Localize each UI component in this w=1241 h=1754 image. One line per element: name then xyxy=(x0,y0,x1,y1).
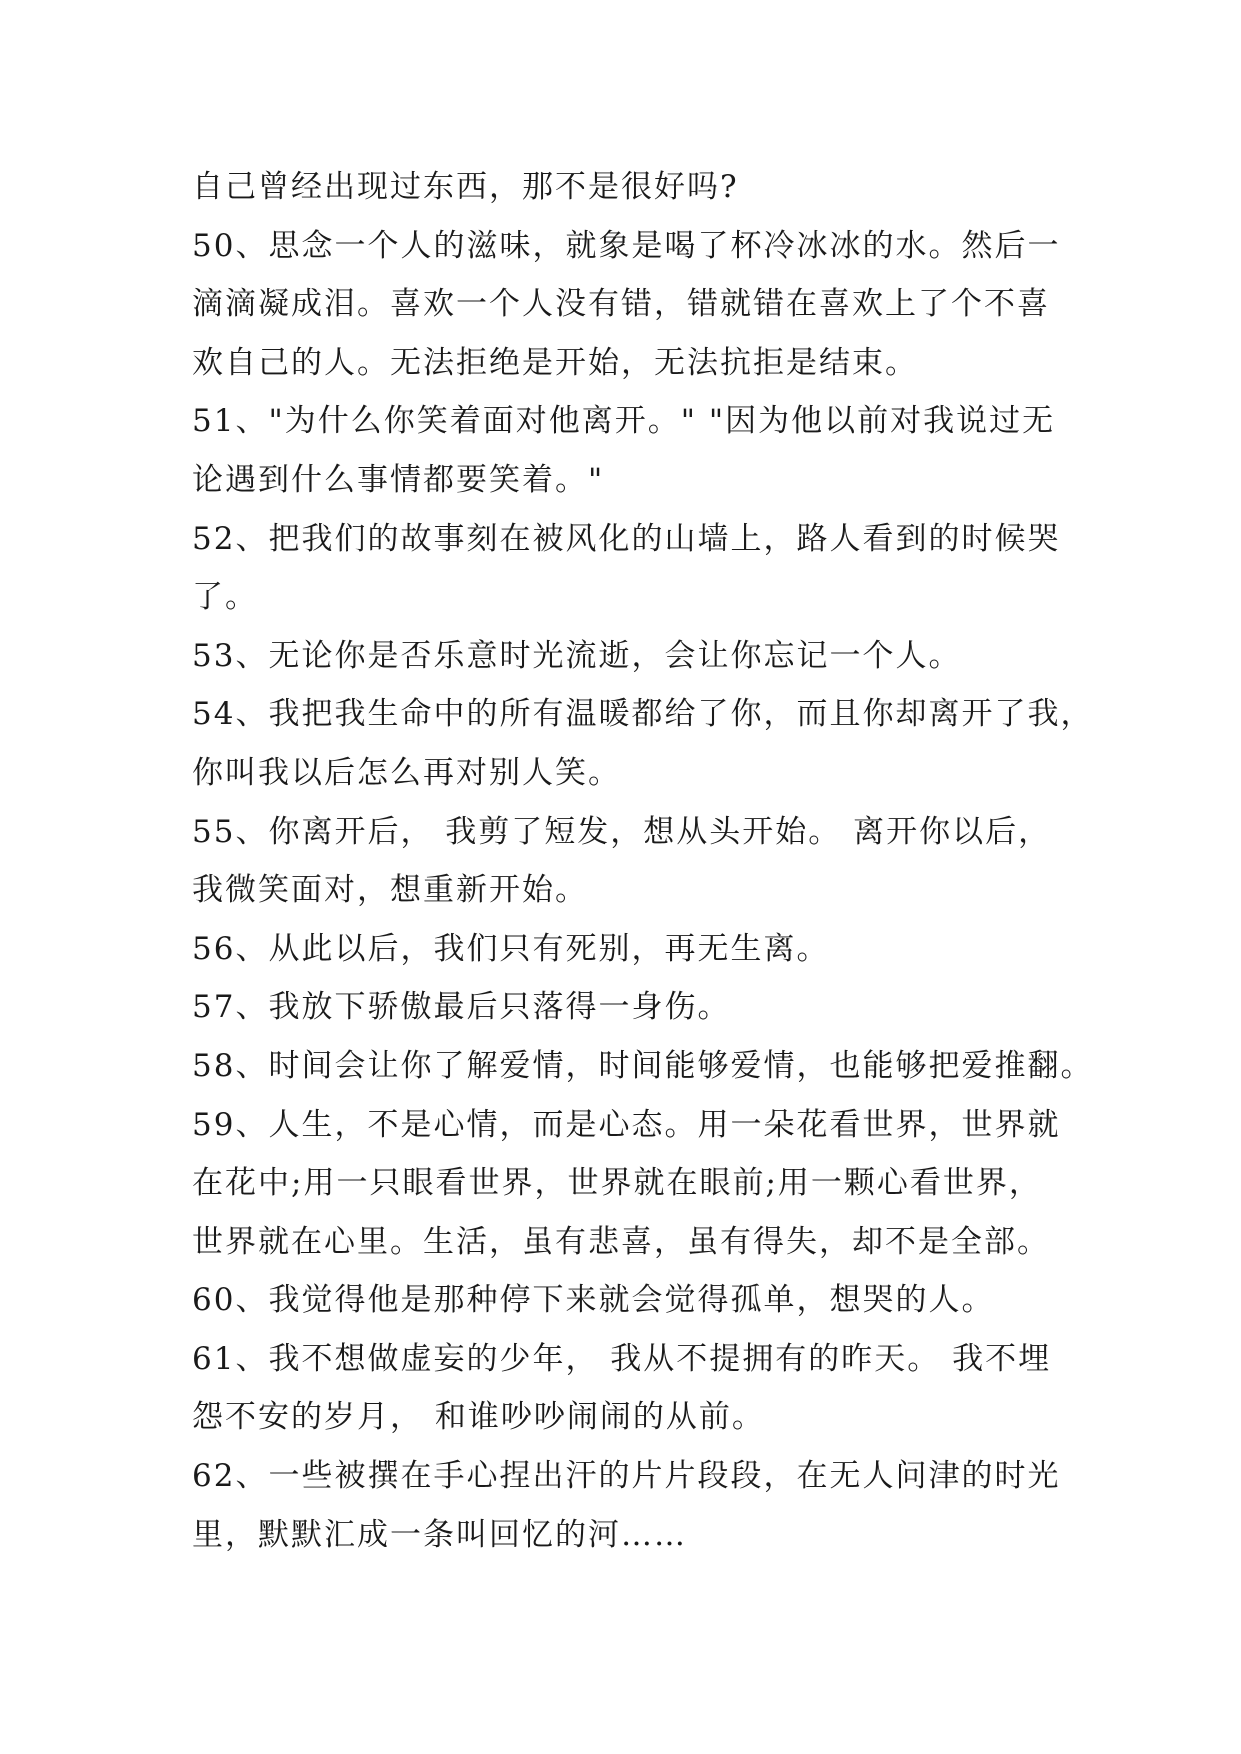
text-line: 52、把我们的故事刻在被风化的山墙上，路人看到的时候哭 xyxy=(192,520,1061,557)
text-line: 我微笑面对，想重新开始。 xyxy=(192,872,588,909)
text-line: 欢自己的人。无法拒绝是开始，无法抗拒是结束。 xyxy=(192,344,918,381)
text-line: 59、人生，不是心情，而是心态。用一朵花看世界，世界就 xyxy=(192,1106,1061,1143)
text-line: 世界就在心里。生活，虽有悲喜，虽有得失，却不是全部。 xyxy=(192,1223,1050,1260)
text-line: 51、"为什么你笑着面对他离开。" "因为他以前对我说过无 xyxy=(192,403,1056,440)
text-line: 62、一些被撰在手心捏出汗的片片段段，在无人问津的时光 xyxy=(192,1458,1061,1495)
text-line: 57、我放下骄傲最后只落得一身伤。 xyxy=(192,989,731,1026)
text-line: 了。 xyxy=(192,579,258,616)
text-line: 在花中;用一只眼看世界，世界就在眼前;用一颗心看世界， xyxy=(192,1165,1042,1202)
text-line: 里，默默汇成一条叫回忆的河…… xyxy=(192,1516,687,1553)
text-line: 53、无论你是否乐意时光流逝，会让你忘记一个人。 xyxy=(192,637,962,674)
text-line: 怨不安的岁月， 和谁吵吵闹闹的从前。 xyxy=(192,1399,765,1436)
text-line: 滴滴凝成泪。喜欢一个人没有错，错就错在喜欢上了个不喜 xyxy=(192,286,1050,323)
text-line: 论遇到什么事情都要笑着。" xyxy=(192,461,605,498)
text-line: 你叫我以后怎么再对别人笑。 xyxy=(192,754,621,791)
text-line: 60、我觉得他是那种停下来就会觉得孤单，想哭的人。 xyxy=(192,1282,995,1319)
text-line: 55、你离开后， 我剪了短发，想从头开始。 离开你以后， xyxy=(192,813,1052,850)
text-line: 54、我把我生命中的所有温暖都给了你，而且你却离开了我， xyxy=(192,696,1094,733)
text-line: 自己曾经出现过东西，那不是很好吗? xyxy=(192,169,739,205)
text-line: 56、从此以后，我们只有死别，再无生离。 xyxy=(192,930,830,967)
document-body xyxy=(192,158,1094,1564)
text-line: 58、时间会让你了解爱情，时间能够爱情，也能够把爱推翻。 xyxy=(192,1047,1094,1084)
text-line: 50、思念一个人的滋味，就象是喝了杯冷冰冰的水。然后一 xyxy=(192,227,1061,264)
text-line: 61、我不想做虚妄的少年， 我从不提拥有的昨天。 我不埋 xyxy=(192,1340,1052,1377)
